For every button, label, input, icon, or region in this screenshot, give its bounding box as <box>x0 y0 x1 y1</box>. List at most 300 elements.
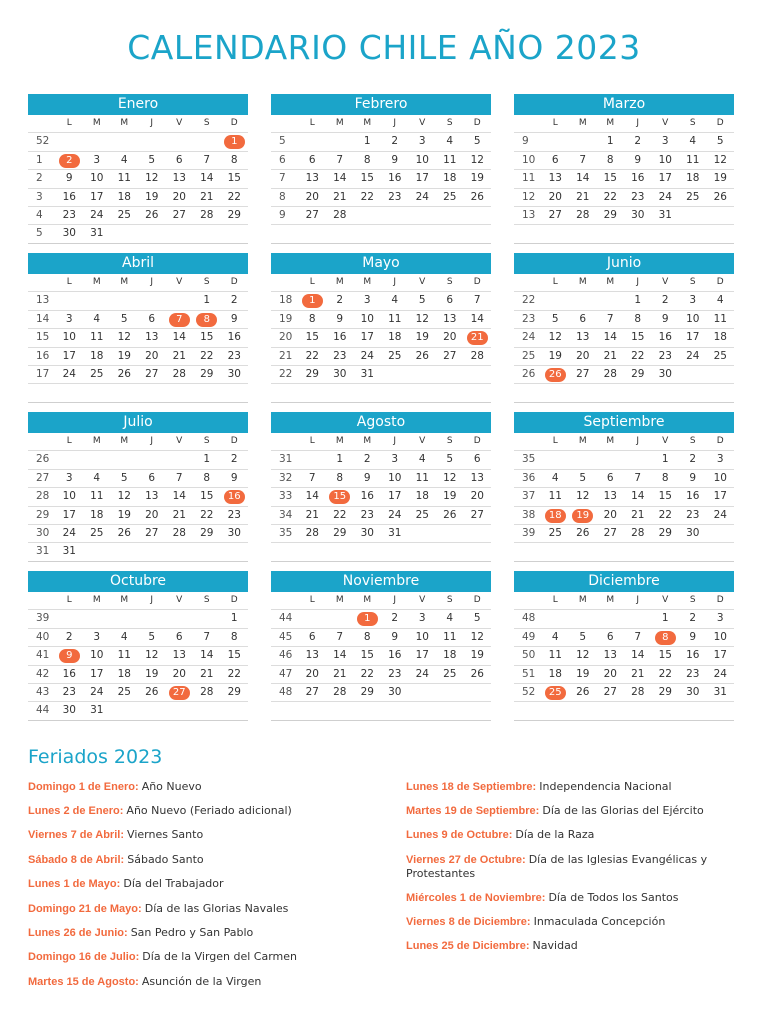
day-cell: 11 <box>443 153 457 166</box>
weekday-label: M <box>606 277 615 287</box>
day-cell <box>138 133 166 150</box>
day-cell: 23 <box>658 349 672 362</box>
day-cell: 18 <box>443 172 457 185</box>
day-cell: 4 <box>446 135 454 148</box>
day-cell <box>597 292 625 309</box>
day-cell <box>464 525 492 542</box>
day-cell <box>679 207 707 224</box>
day-cell: 23 <box>227 508 241 521</box>
day-cell: 8 <box>203 471 211 484</box>
day-cell: 30 <box>62 227 76 240</box>
weekday-label: S <box>203 118 210 128</box>
week-number: 15 <box>36 331 50 344</box>
week-row <box>271 311 491 329</box>
day-cell <box>166 292 194 309</box>
day-cell: 25 <box>686 190 700 203</box>
day-cell: 21 <box>172 349 186 362</box>
month-septiembre <box>514 412 734 562</box>
week-row <box>514 470 734 488</box>
weekday-label: L <box>66 436 72 446</box>
day-cell: 26 <box>117 526 131 539</box>
day-cell <box>326 543 354 560</box>
week-number: 30 <box>36 526 50 539</box>
day-cell: 7 <box>308 471 316 484</box>
day-cell: 6 <box>606 630 614 643</box>
week-row <box>271 366 491 384</box>
week-number: 17 <box>36 367 50 380</box>
week-number: 46 <box>279 649 293 662</box>
weekday-label: D <box>473 436 481 446</box>
day-cell: 1 <box>203 294 211 307</box>
week-row <box>514 311 734 329</box>
week-number: 4 <box>36 208 43 221</box>
weekday-label: D <box>230 277 238 287</box>
day-cell: 29 <box>200 367 214 380</box>
week-row <box>271 384 491 402</box>
day-cell <box>138 225 166 242</box>
day-cell: 15 <box>360 649 374 662</box>
day-cell <box>193 225 221 242</box>
day-cell: 27 <box>443 349 457 362</box>
day-cell: 7 <box>634 630 642 643</box>
week-row <box>28 647 248 665</box>
day-cell: 10 <box>90 649 104 662</box>
holiday-marker: 21 <box>467 331 488 345</box>
weekday-label: J <box>150 436 154 446</box>
weekday-label: L <box>66 595 72 605</box>
day-cell: 20 <box>305 190 319 203</box>
day-cell <box>542 133 570 150</box>
weekday-label: L <box>66 118 72 128</box>
day-cell: 22 <box>305 349 319 362</box>
day-cell: 7 <box>634 471 642 484</box>
day-cell <box>597 610 625 627</box>
day-cell: 27 <box>145 367 159 380</box>
feriado-name: Día del Trabajador <box>123 877 224 890</box>
day-cell <box>679 543 707 560</box>
day-cell: 13 <box>172 172 186 185</box>
day-cell <box>569 543 597 560</box>
day-cell: 21 <box>603 349 617 362</box>
day-cell: 13 <box>443 312 457 325</box>
weekday-label: J <box>393 118 397 128</box>
week-number: 22 <box>279 367 293 380</box>
weekday-label: V <box>419 277 426 287</box>
page-title: CALENDARIO CHILE AÑO 2023 <box>127 28 641 67</box>
day-cell: 2 <box>336 294 344 307</box>
week-number: 33 <box>279 490 293 503</box>
day-cell: 5 <box>120 471 128 484</box>
day-cell: 28 <box>200 685 214 698</box>
day-cell <box>326 225 354 242</box>
day-cell: 9 <box>689 471 697 484</box>
month-header: Abril <box>28 253 248 274</box>
day-cell: 28 <box>576 208 590 221</box>
day-cell <box>569 292 597 309</box>
day-cell: 29 <box>360 685 374 698</box>
day-cell: 5 <box>446 453 454 466</box>
day-cell: 9 <box>65 172 73 185</box>
day-cell: 19 <box>117 349 131 362</box>
day-cell: 22 <box>200 508 214 521</box>
day-cell <box>569 451 597 468</box>
day-cell: 15 <box>200 490 214 503</box>
weekday-label: M <box>578 277 587 287</box>
week-number: 45 <box>279 630 293 643</box>
day-cell: 7 <box>203 153 211 166</box>
day-cell: 10 <box>388 471 402 484</box>
day-cell: 27 <box>603 685 617 698</box>
week-number: 13 <box>36 294 50 307</box>
day-cell: 19 <box>145 190 159 203</box>
day-cell: 2 <box>363 453 371 466</box>
day-cell <box>111 610 139 627</box>
day-cell: 3 <box>93 153 101 166</box>
week-number: 21 <box>279 349 293 362</box>
day-cell <box>299 133 327 150</box>
day-cell <box>299 384 327 401</box>
weekday-label: D <box>230 118 238 128</box>
day-cell: 6 <box>175 630 183 643</box>
day-cell: 12 <box>548 331 562 344</box>
day-cell: 24 <box>62 367 76 380</box>
day-cell <box>464 702 492 719</box>
day-cell: 20 <box>470 490 484 503</box>
day-cell <box>354 207 382 224</box>
day-cell <box>707 225 735 242</box>
feriado-name: Año Nuevo <box>141 780 202 793</box>
day-cell <box>464 684 492 701</box>
day-cell: 1 <box>634 294 642 307</box>
week-row <box>28 292 248 310</box>
week-number: 14 <box>36 312 50 325</box>
week-row <box>28 610 248 628</box>
day-cell: 6 <box>308 630 316 643</box>
weekday-label: J <box>636 118 640 128</box>
day-cell <box>166 610 194 627</box>
week-number: 24 <box>522 331 536 344</box>
day-cell: 2 <box>661 294 669 307</box>
holiday-day <box>569 507 597 524</box>
day-cell <box>542 292 570 309</box>
day-cell: 8 <box>230 153 238 166</box>
week-number <box>271 384 299 401</box>
day-cell: 1 <box>661 453 669 466</box>
month-marzo <box>514 94 734 244</box>
day-cell: 2 <box>634 135 642 148</box>
week-number: 37 <box>522 490 536 503</box>
month-abril <box>28 253 248 403</box>
day-cell: 12 <box>145 649 159 662</box>
week-row <box>28 488 248 506</box>
week-number: 34 <box>279 508 293 521</box>
day-cell <box>464 384 492 401</box>
day-cell: 4 <box>120 630 128 643</box>
week-row <box>514 684 734 702</box>
month-header: Marzo <box>514 94 734 115</box>
weekday-label: V <box>176 436 183 446</box>
day-cell: 10 <box>415 630 429 643</box>
week-row <box>28 207 248 225</box>
weekday-label: S <box>446 595 453 605</box>
week-row <box>28 470 248 488</box>
holiday-day <box>542 684 570 701</box>
day-cell <box>624 451 652 468</box>
day-cell: 5 <box>551 312 559 325</box>
day-cell: 13 <box>145 490 159 503</box>
week-row <box>514 348 734 366</box>
day-cell: 14 <box>470 312 484 325</box>
week-number <box>271 543 299 560</box>
week-number-header <box>28 592 56 609</box>
week-number <box>271 702 299 719</box>
week-number: 26 <box>522 367 536 380</box>
weekday-label: M <box>120 118 129 128</box>
day-cell: 26 <box>576 685 590 698</box>
weekday-label: S <box>689 436 696 446</box>
day-cell: 17 <box>62 508 76 521</box>
feriado-name: Día de las Iglesias Evangélicas y Protestantes <box>406 853 708 880</box>
day-cell: 13 <box>172 649 186 662</box>
feriado-date: Viernes 27 de Octubre: <box>406 854 529 866</box>
week-row <box>271 610 491 628</box>
day-cell: 31 <box>360 367 374 380</box>
day-cell: 21 <box>631 667 645 680</box>
day-cell: 22 <box>631 349 645 362</box>
feriado-name: San Pedro y San Pablo <box>130 926 254 939</box>
day-cell <box>542 702 570 719</box>
month-diciembre <box>514 571 734 721</box>
day-cell <box>138 384 166 401</box>
day-cell <box>193 133 221 150</box>
day-cell <box>299 543 327 560</box>
holiday-day <box>542 366 570 383</box>
day-cell: 28 <box>333 685 347 698</box>
month-header: Agosto <box>271 412 491 433</box>
feriado-name: Día de la Virgen del Carmen <box>142 950 297 963</box>
week-row <box>514 366 734 384</box>
day-cell: 17 <box>62 349 76 362</box>
weekday-label: M <box>363 436 372 446</box>
week-number-header <box>271 433 299 450</box>
weekday-label: M <box>606 118 615 128</box>
weekday-label: M <box>120 436 129 446</box>
day-cell: 7 <box>606 312 614 325</box>
week-number <box>514 702 542 719</box>
day-cell <box>542 384 570 401</box>
feriado-item <box>406 891 726 905</box>
day-cell <box>409 366 437 383</box>
day-cell: 9 <box>634 153 642 166</box>
feriado-item <box>406 939 726 953</box>
day-cell: 12 <box>470 153 484 166</box>
day-cell: 20 <box>443 331 457 344</box>
day-cell: 4 <box>446 612 454 625</box>
day-cell: 2 <box>65 630 73 643</box>
week-number: 36 <box>522 471 536 484</box>
day-cell: 17 <box>686 331 700 344</box>
day-cell: 11 <box>713 312 727 325</box>
day-cell <box>597 225 625 242</box>
day-cell: 11 <box>117 649 131 662</box>
week-number: 44 <box>279 612 293 625</box>
day-cell: 2 <box>391 135 399 148</box>
day-cell: 30 <box>686 685 700 698</box>
day-cell: 30 <box>658 367 672 380</box>
feriado-name: Independencia Nacional <box>539 780 672 793</box>
week-number: 11 <box>522 172 536 185</box>
weekday-label: J <box>393 595 397 605</box>
day-cell: 20 <box>145 508 159 521</box>
day-cell: 1 <box>336 453 344 466</box>
day-cell: 22 <box>658 508 672 521</box>
day-cell: 18 <box>90 508 104 521</box>
weekday-header-row <box>271 433 491 451</box>
day-cell: 24 <box>658 190 672 203</box>
day-cell: 16 <box>388 172 402 185</box>
holiday-day <box>166 684 194 701</box>
day-cell <box>354 225 382 242</box>
week-row <box>28 170 248 188</box>
week-row <box>514 384 734 402</box>
feriado-item <box>28 780 348 794</box>
day-cell: 27 <box>470 508 484 521</box>
day-cell: 13 <box>470 471 484 484</box>
day-cell <box>381 225 409 242</box>
weekday-label: V <box>176 595 183 605</box>
week-row <box>271 525 491 543</box>
feriado-date: Martes 15 de Agosto: <box>28 976 142 988</box>
week-number: 19 <box>279 312 293 325</box>
week-number-header <box>514 433 542 450</box>
day-cell: 11 <box>90 490 104 503</box>
day-cell: 16 <box>686 490 700 503</box>
day-cell <box>138 702 166 719</box>
day-cell: 1 <box>363 135 371 148</box>
day-cell: 5 <box>473 135 481 148</box>
day-cell <box>652 543 680 560</box>
day-cell <box>624 610 652 627</box>
day-cell: 27 <box>145 526 159 539</box>
week-row <box>271 329 491 347</box>
day-cell: 15 <box>658 649 672 662</box>
day-cell: 24 <box>415 667 429 680</box>
day-cell: 11 <box>90 331 104 344</box>
week-number: 8 <box>279 190 286 203</box>
day-cell: 14 <box>333 172 347 185</box>
day-cell: 12 <box>415 312 429 325</box>
week-row <box>514 292 734 310</box>
week-row <box>514 451 734 469</box>
week-number-header <box>514 115 542 132</box>
weekday-label: M <box>92 436 101 446</box>
holiday-marker: 7 <box>169 313 190 327</box>
day-cell: 24 <box>90 208 104 221</box>
day-cell <box>193 610 221 627</box>
day-cell: 16 <box>62 667 76 680</box>
day-cell: 22 <box>227 190 241 203</box>
feriado-date: Viernes 8 de Diciembre: <box>406 916 534 928</box>
month-febrero <box>271 94 491 244</box>
week-number: 10 <box>522 153 536 166</box>
day-cell: 16 <box>658 331 672 344</box>
weekday-header-row <box>514 433 734 451</box>
day-cell: 21 <box>172 508 186 521</box>
week-number: 9 <box>279 208 286 221</box>
weekday-header-row <box>514 115 734 133</box>
day-cell: 9 <box>363 471 371 484</box>
weekday-label: J <box>150 595 154 605</box>
day-cell <box>56 451 84 468</box>
day-cell: 12 <box>145 172 159 185</box>
weekday-header-row <box>271 592 491 610</box>
day-cell: 22 <box>333 508 347 521</box>
day-cell: 20 <box>603 667 617 680</box>
day-cell <box>707 384 735 401</box>
day-cell: 25 <box>713 349 727 362</box>
day-cell: 11 <box>548 649 562 662</box>
day-cell: 6 <box>473 453 481 466</box>
feriado-item <box>28 853 348 867</box>
day-cell: 9 <box>230 312 238 325</box>
day-cell: 11 <box>443 630 457 643</box>
weekday-label: D <box>716 595 724 605</box>
week-row <box>271 470 491 488</box>
weekday-label: S <box>203 595 210 605</box>
holiday-marker: 19 <box>572 509 593 523</box>
feriado-date: Lunes 18 de Septiembre: <box>406 781 540 793</box>
day-cell: 31 <box>90 227 104 240</box>
day-cell <box>326 384 354 401</box>
day-cell: 17 <box>713 649 727 662</box>
day-cell: 8 <box>363 630 371 643</box>
weekday-label: M <box>92 277 101 287</box>
day-cell: 4 <box>716 294 724 307</box>
day-cell: 29 <box>658 685 672 698</box>
week-number-header <box>28 115 56 132</box>
week-row <box>28 543 248 561</box>
day-cell: 7 <box>175 471 183 484</box>
day-cell: 18 <box>90 349 104 362</box>
week-number: 5 <box>36 227 43 240</box>
day-cell <box>707 543 735 560</box>
holiday-day <box>326 488 354 505</box>
day-cell: 19 <box>443 490 457 503</box>
week-row <box>271 543 491 561</box>
week-row <box>514 525 734 543</box>
day-cell <box>326 610 354 627</box>
day-cell: 25 <box>415 508 429 521</box>
day-cell: 18 <box>713 331 727 344</box>
day-cell <box>111 384 139 401</box>
week-row <box>514 133 734 151</box>
day-cell: 25 <box>117 208 131 221</box>
holiday-marker: 8 <box>655 631 676 645</box>
feriado-date: Sábado 8 de Abril: <box>28 854 128 866</box>
week-number: 41 <box>36 649 50 662</box>
week-row <box>514 507 734 525</box>
day-cell: 28 <box>631 685 645 698</box>
day-cell: 15 <box>305 331 319 344</box>
day-cell: 30 <box>333 367 347 380</box>
week-number: 3 <box>36 190 43 203</box>
holiday-marker: 27 <box>169 686 190 700</box>
day-cell <box>436 207 464 224</box>
day-cell <box>381 207 409 224</box>
day-cell: 3 <box>93 630 101 643</box>
weekday-label: J <box>150 118 154 128</box>
day-cell: 14 <box>172 490 186 503</box>
